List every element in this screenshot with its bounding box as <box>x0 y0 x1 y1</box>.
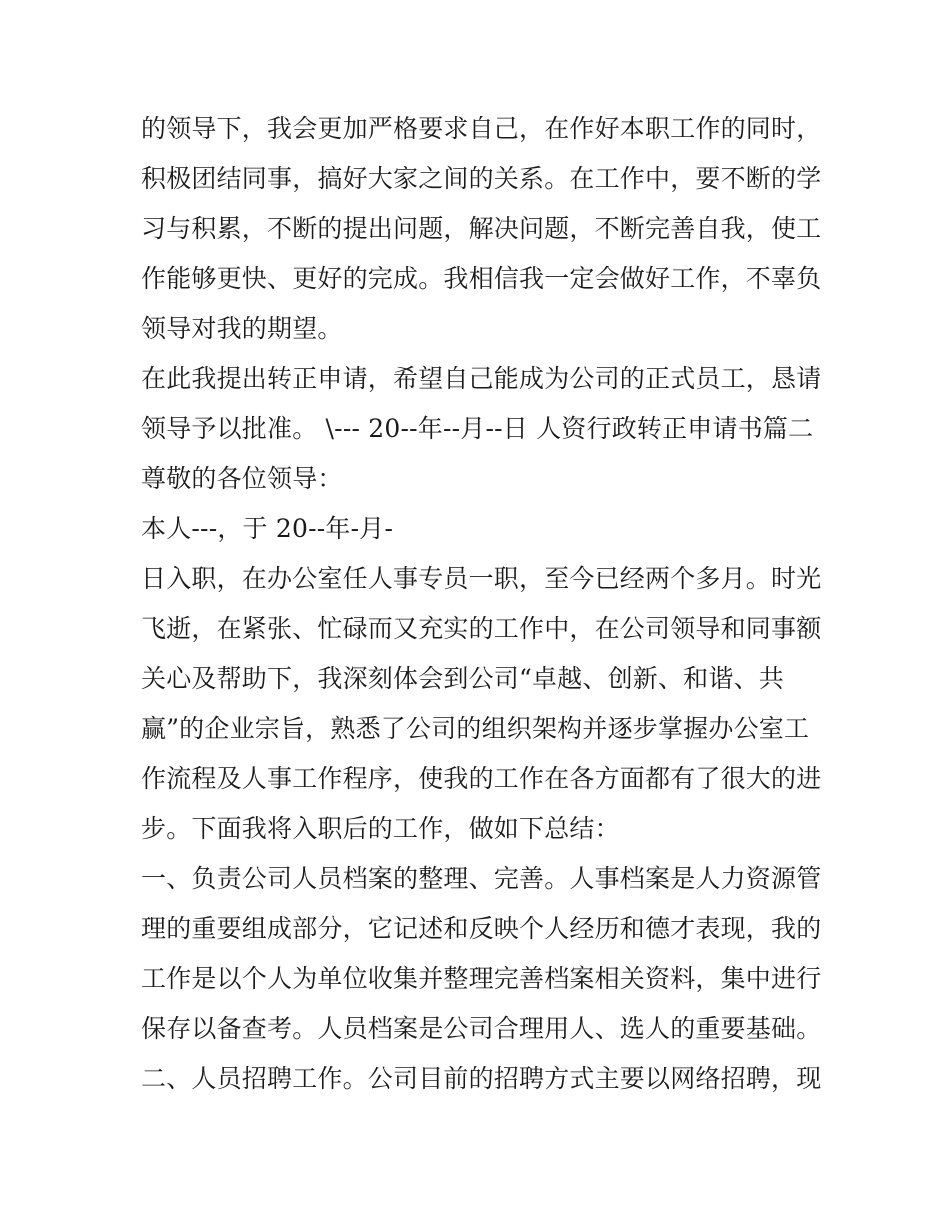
text-line: 工作是以个人为单位收集并整理完善档案相关资料，集中进行 <box>141 964 822 993</box>
text-line: 领导予以批准。 \--- 20--年--月--日 人资行政转正申请书篇二 <box>141 414 814 443</box>
document-body <box>141 104 821 1104</box>
text-line: 作流程及人事工作程序，使我的工作在各方面都有了很大的进 <box>141 764 822 793</box>
text-line: 尊敬的各位领导： <box>141 464 343 493</box>
text-line: 理的重要组成部分，它记述和反映个人经历和德才表现，我的 <box>141 914 822 943</box>
text-line: 本人---，于 20--年-月- <box>141 514 394 543</box>
text-line: 飞逝，在紧张、忙碌而又充实的工作中，在公司领导和同事额 <box>141 614 822 643</box>
text-line: 在此我提出转正申请，希望自己能成为公司的正式员工，恳请 <box>141 364 822 393</box>
text-line: 一、负责公司人员档案的整理、完善。人事档案是人力资源管 <box>141 864 822 893</box>
text-line: 积极团结同事，搞好大家之间的关系。在工作中，要不断的学 <box>141 164 822 193</box>
text-line: 作能够更快、更好的完成。我相信我一定会做好工作，不辜负 <box>141 264 822 293</box>
text-line: 保存以备查考。人员档案是公司合理用人、选人的重要基础。 <box>141 1014 822 1043</box>
text-line: 步。下面我将入职后的工作，做如下总结： <box>141 814 620 843</box>
text-line: 领导对我的期望。 <box>141 314 343 343</box>
text-line: 日入职，在办公室任人事专员一职，至今已经两个多月。时光 <box>141 564 822 593</box>
text-line: 的领导下，我会更加严格要求自己，在作好本职工作的同时， <box>141 114 822 143</box>
text-line: 二、人员招聘工作。公司目前的招聘方式主要以网络招聘，现 <box>141 1064 822 1093</box>
text-line: 习与积累，不断的提出问题，解决问题，不断完善自我，使工 <box>141 214 822 243</box>
text-line: 关心及帮助下，我深刻体会到公司“卓越、创新、和谐、共 <box>141 664 784 693</box>
text-line: 赢”的企业宗旨，熟悉了公司的组织架构并逐步掌握办公室工 <box>141 714 810 743</box>
